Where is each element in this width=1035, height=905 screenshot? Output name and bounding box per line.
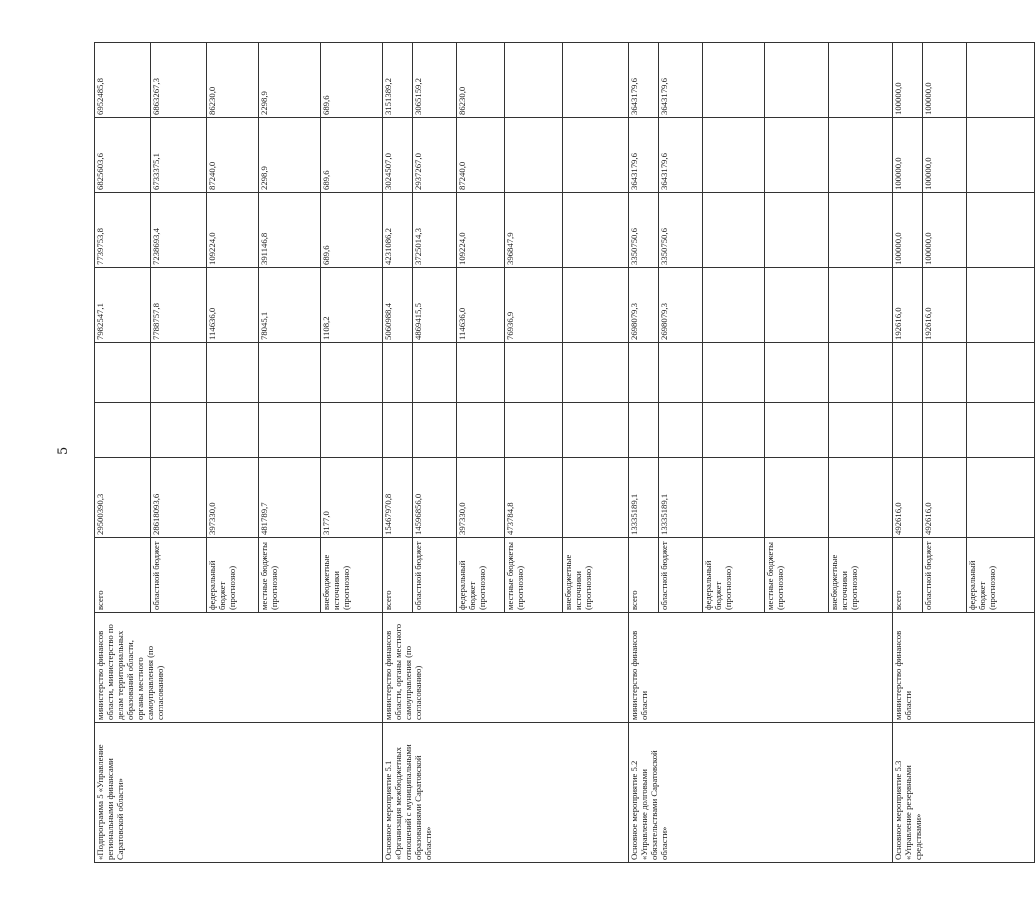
executor: министерство финансов области [629,613,893,723]
value-cell [413,403,457,458]
value-cell: 109224,0 [457,193,505,268]
budget-table [94,42,1035,863]
value-cell [563,403,629,458]
executor: министерство финансов области, министерство по делам территориальных образований области, органы местного самоуправления (по согласованию) [95,613,383,723]
table-body [95,43,1035,863]
value-cell [629,403,659,458]
funding-source: всего [893,538,923,613]
value-cell: 7788757,8 [151,268,207,343]
value-cell [829,403,893,458]
value-cell: 2698079,3 [659,268,703,343]
value-cell: 5060988,4 [383,268,413,343]
value-cell: 3643179,6 [659,118,703,193]
value-cell [967,118,1035,193]
value-cell [967,193,1035,268]
value-cell: 114636,0 [207,268,259,343]
value-cell: 689,6 [321,193,383,268]
value-cell [457,343,505,403]
value-cell [659,403,703,458]
value-cell: 13335189,1 [659,458,703,538]
value-cell: 481789,7 [259,458,321,538]
value-cell [703,43,765,118]
funding-source: федеральный бюджет (прогнозно) [457,538,505,613]
value-cell: 87240,0 [207,118,259,193]
value-cell: 15467970,8 [383,458,413,538]
program-name: Основное мероприятие 5.2 «Управление долговыми обязательствами Саратовской области» [629,723,893,863]
value-cell [765,43,829,118]
value-cell: 114636,0 [457,268,505,343]
value-cell [765,403,829,458]
value-cell [765,268,829,343]
value-cell [703,193,765,268]
program-name: «Подпрограмма 5 «Управление региональными финансами Саратовской области» [95,723,383,863]
table-row [383,43,413,863]
funding-source: внебюджетные источники (прогнозно) [321,538,383,613]
value-cell [505,403,563,458]
value-cell [207,343,259,403]
value-cell: 3350750,6 [629,193,659,268]
value-cell: 6825603,6 [95,118,151,193]
value-cell [505,343,563,403]
value-cell [457,403,505,458]
value-cell: 109224,0 [207,193,259,268]
value-cell: 86230,0 [457,43,505,118]
value-cell [967,343,1035,403]
value-cell [505,118,563,193]
value-cell [703,118,765,193]
value-cell: 4869415,5 [413,268,457,343]
value-cell [383,403,413,458]
table-row [629,43,659,863]
value-cell [95,403,151,458]
value-cell [259,343,321,403]
value-cell [95,343,151,403]
value-cell [563,343,629,403]
value-cell [703,403,765,458]
funding-source: местные бюджеты (прогнозно) [765,538,829,613]
funding-source: всего [95,538,151,613]
value-cell: 100000,0 [893,118,923,193]
value-cell: 397330,0 [457,458,505,538]
value-cell: 3643179,6 [659,43,703,118]
value-cell: 76936,9 [505,268,563,343]
rotated-page [94,43,997,863]
value-cell [563,268,629,343]
funding-source: всего [629,538,659,613]
value-cell [923,403,967,458]
program-name: Основное мероприятие 5.3 «Управление резервными средствами» [893,723,1035,863]
value-cell [151,403,207,458]
value-cell: 7238693,4 [151,193,207,268]
funding-source: местные бюджеты (прогнозно) [505,538,563,613]
funding-source: местные бюджеты (прогнозно) [259,538,321,613]
value-cell: 3065159,2 [413,43,457,118]
value-cell [765,343,829,403]
value-cell [893,343,923,403]
value-cell: 100000,0 [923,193,967,268]
value-cell [923,343,967,403]
value-cell: 28618093,6 [151,458,207,538]
value-cell: 3725014,3 [413,193,457,268]
value-cell [967,403,1035,458]
value-cell: 192616,0 [893,268,923,343]
value-cell: 1108,2 [321,268,383,343]
funding-source: федеральный бюджет (прогнозно) [703,538,765,613]
value-cell: 3643179,6 [629,43,659,118]
table-row [95,43,151,863]
value-cell [563,193,629,268]
value-cell [563,458,629,538]
value-cell: 2298,9 [259,118,321,193]
executor: министерство финансов области [893,613,1035,723]
program-name: Основное мероприятие 5.1 «Организация межбюджетных отношений с муниципальными образованиями Саратовской области» [383,723,629,863]
value-cell: 492616,0 [923,458,967,538]
executor: министерство финансов области, органы местного самоуправления (по согласованию) [383,613,629,723]
funding-source: областной бюджет [659,538,703,613]
value-cell [703,268,765,343]
value-cell [703,458,765,538]
value-cell: 396847,9 [505,193,563,268]
value-cell: 100000,0 [893,43,923,118]
value-cell: 192616,0 [923,268,967,343]
funding-source: областной бюджет [151,538,207,613]
value-cell: 2298,9 [259,43,321,118]
value-cell [383,343,413,403]
funding-source: областной бюджет [923,538,967,613]
page-number: 5 [56,446,71,455]
value-cell: 100000,0 [893,193,923,268]
value-cell: 13335189,1 [629,458,659,538]
value-cell [659,343,703,403]
value-cell: 7982547,1 [95,268,151,343]
value-cell: 29500390,3 [95,458,151,538]
value-cell [829,458,893,538]
value-cell: 2937267,0 [413,118,457,193]
value-cell [321,343,383,403]
value-cell [321,403,383,458]
value-cell [259,403,321,458]
value-cell: 689,6 [321,43,383,118]
value-cell: 2698079,3 [629,268,659,343]
value-cell: 4231086,2 [383,193,413,268]
funding-source: федеральный бюджет (прогнозно) [207,538,259,613]
value-cell: 3024507,0 [383,118,413,193]
table-row [893,43,923,863]
value-cell [967,268,1035,343]
value-cell [765,118,829,193]
value-cell: 7739753,8 [95,193,151,268]
value-cell [967,458,1035,538]
value-cell [829,268,893,343]
value-cell [765,193,829,268]
funding-source: всего [383,538,413,613]
value-cell: 492616,0 [893,458,923,538]
funding-source: внебюджетные источники (прогнозно) [563,538,629,613]
value-cell [765,458,829,538]
funding-source: внебюджетные источники (прогнозно) [829,538,893,613]
funding-source: областной бюджет [413,538,457,613]
value-cell [703,343,765,403]
value-cell: 100000,0 [923,118,967,193]
value-cell: 391146,8 [259,193,321,268]
value-cell: 3643179,6 [629,118,659,193]
value-cell [829,43,893,118]
value-cell: 3151389,2 [383,43,413,118]
value-cell [967,43,1035,118]
value-cell: 6733375,1 [151,118,207,193]
value-cell: 86230,0 [207,43,259,118]
value-cell [413,343,457,403]
value-cell: 14596856,0 [413,458,457,538]
value-cell [563,43,629,118]
value-cell [829,193,893,268]
value-cell: 473784,8 [505,458,563,538]
value-cell: 3177,0 [321,458,383,538]
value-cell: 6863267,3 [151,43,207,118]
value-cell: 3350750,6 [659,193,703,268]
value-cell: 6952485,8 [95,43,151,118]
value-cell [563,118,629,193]
value-cell: 689,6 [321,118,383,193]
value-cell [505,43,563,118]
value-cell [207,403,259,458]
value-cell [151,343,207,403]
value-cell [893,403,923,458]
value-cell [829,343,893,403]
funding-source: федеральный бюджет (прогнозно) [967,538,1035,613]
value-cell: 87240,0 [457,118,505,193]
value-cell [629,343,659,403]
value-cell: 397330,0 [207,458,259,538]
value-cell: 100000,0 [923,43,967,118]
value-cell [829,118,893,193]
value-cell: 78045,1 [259,268,321,343]
